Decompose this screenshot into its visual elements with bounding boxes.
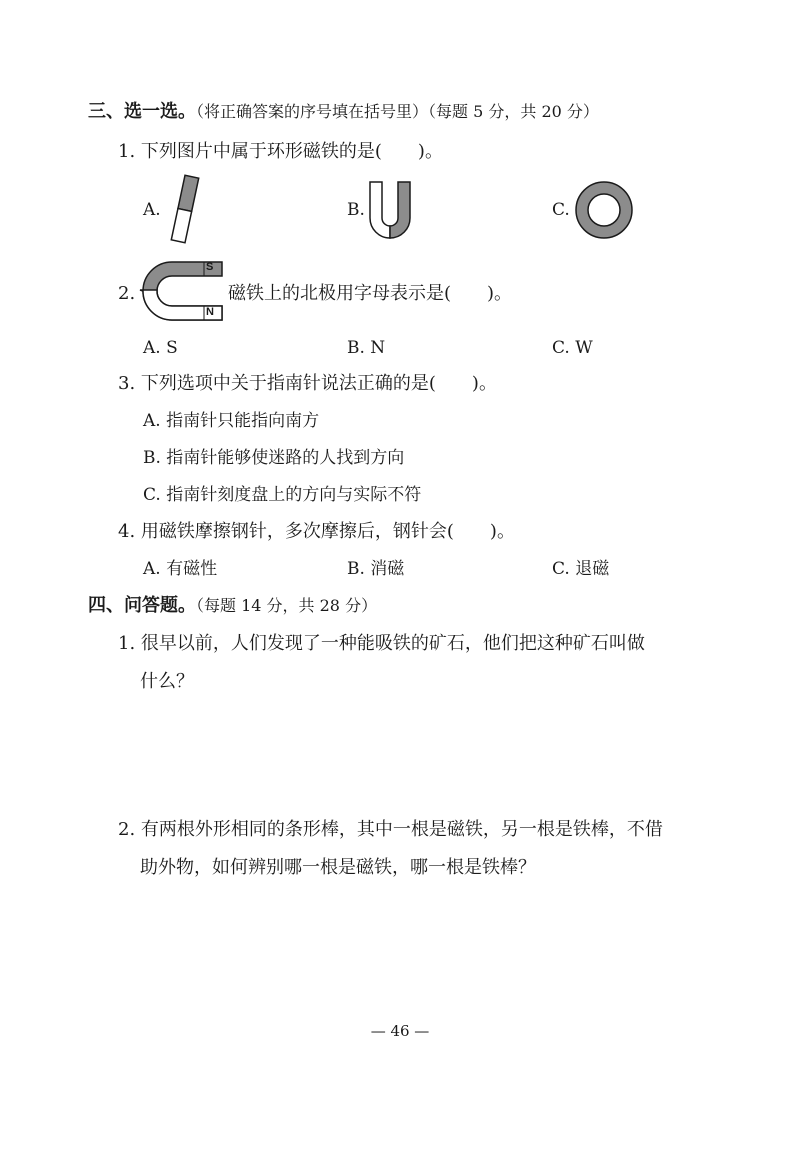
q3-3-option-b: B. 指南针能够使迷路的人找到方向: [143, 448, 405, 468]
magnet-label-n: N: [206, 306, 214, 318]
q3-2-option-a: A. S: [143, 338, 178, 358]
question-4-2-line-2: 助外物，如何辨别哪一根是磁铁，哪一根是铁棒？: [140, 857, 536, 878]
question-3-2-number: 2.: [118, 283, 136, 304]
u-shaped-magnet-figure: [368, 180, 412, 240]
question-4-2-line-1: 2. 有两根外形相同的条形棒，其中一根是磁铁，另一根是铁棒，不借: [118, 819, 663, 840]
q3-1-option-c-label: C.: [552, 200, 570, 220]
question-4-1-line-2: 什么？: [140, 671, 194, 692]
q3-3-option-a: A. 指南针只能指向南方: [143, 411, 320, 431]
page-number: — 46 —: [370, 1022, 430, 1040]
section-4-heading: [88, 594, 377, 618]
q3-1-option-a-label: A.: [143, 200, 161, 220]
section-3-title: 三、选一选。: [88, 101, 196, 122]
q3-4-option-a: A. 有磁性: [143, 559, 218, 579]
q3-4-option-b: B. 消磁: [347, 559, 405, 579]
q3-1-option-b-label: B.: [347, 200, 365, 220]
question-3-3: 3. 下列选项中关于指南针说法正确的是( )。: [118, 373, 497, 394]
section-4-title: 四、问答题。: [88, 595, 196, 616]
q3-4-option-c: C. 退磁: [552, 559, 610, 579]
section-3-note: （将正确答案的序号填在括号里）（每题 5 分，共 20 分）: [196, 102, 599, 121]
question-3-2-stem: 磁铁上的北极用字母表示是( )。: [228, 283, 513, 304]
ring-magnet-figure: [574, 180, 634, 240]
section-3-heading: [88, 100, 599, 124]
magnet-label-s: S: [206, 261, 214, 273]
q3-2-option-b: B. N: [347, 338, 386, 358]
q3-3-option-c: C. 指南针刻度盘上的方向与实际不符: [143, 485, 422, 505]
section-4-note: （每题 14 分，共 28 分）: [196, 596, 378, 615]
bar-magnet-figure: [165, 172, 205, 246]
question-3-1: 1. 下列图片中属于环形磁铁的是( )。: [118, 141, 443, 162]
q3-2-option-c: C. W: [552, 338, 593, 358]
question-4-1-line-1: 1. 很早以前，人们发现了一种能吸铁的矿石，他们把这种矿石叫做: [118, 633, 645, 654]
question-3-4: 4. 用磁铁摩擦钢针，多次摩擦后，钢针会( )。: [118, 521, 515, 542]
